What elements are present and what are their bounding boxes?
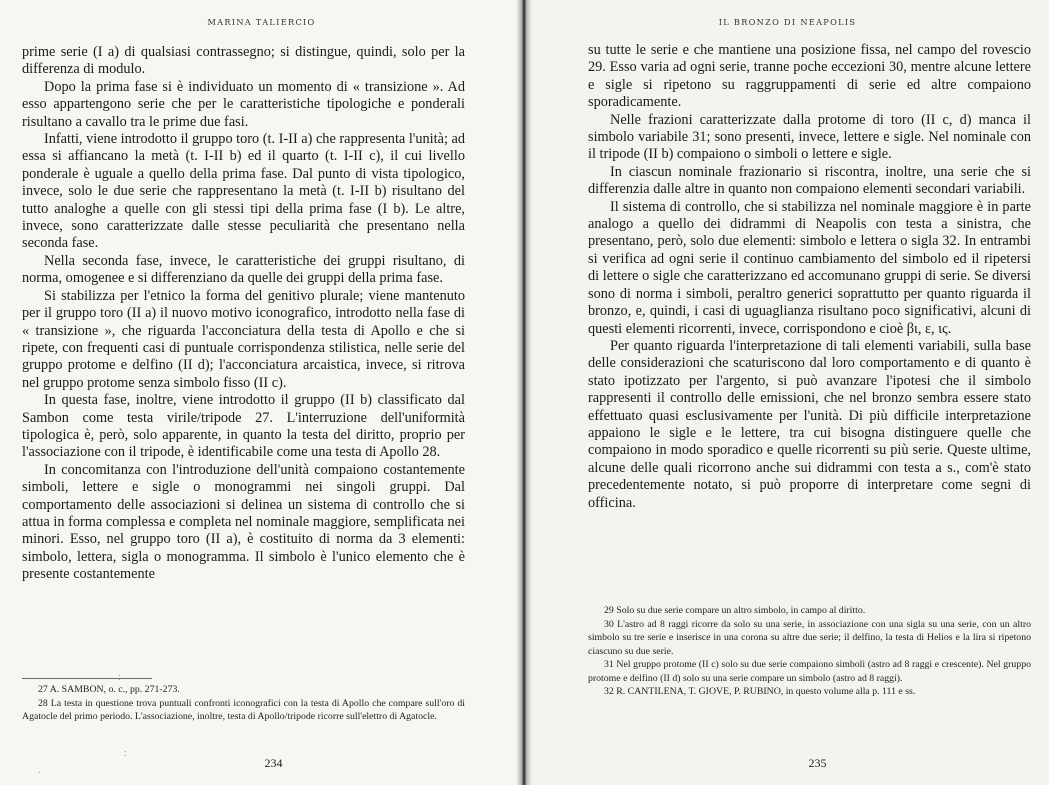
- show-through-mark: :: [118, 672, 121, 683]
- footnote: 29 Solo su due serie compare un altro simbolo, in campo al diritto.: [604, 605, 866, 616]
- footnote-rule: [22, 678, 152, 679]
- footnote: 27 A. SAMBON, o. c., pp. 271-273.: [38, 684, 180, 695]
- footnote: 32 R. CANTILENA, T. GIOVE, P. RUBINO, in questo volume alla p. 111 e ss.: [604, 686, 916, 697]
- paragraph: In questa fase, inoltre, viene introdotto il gruppo (II b) classificato dal Sambon come testa virile/tripode 27. L'interruzione dell'uniformità tipologica è, però, solo apparente, in quanto la testa del diritto, proprio per l'associazione con il tripode, è identificabile come una testa di Apollo 28.: [22, 392, 465, 461]
- paragraph: Nelle frazioni caratterizzate dalla protome di toro (II c, d) manca il simbolo variabile 31; sono presenti, invece, lettere e sigle. Nel nominale con il tripode (II b) compaiono o simboli o lettere e sigle.: [588, 111, 1031, 163]
- paragraph: In concomitanza con l'introduzione dell'unità compaiono costantemente simboli, lettere e sigle o monogrammi nei singoli gruppi. Dal comportamento delle associazioni si delinea un sistema di controllo che si attua in forma complessa e completa nel nominale maggiore, semplificata nei minori. Esso, nel gruppo toro (II a), è costituito di norma da 3 elementi: simbolo, lettera, sigla o monogramma. Il simbolo è l'unico elemento che è presente costantemente: [22, 461, 465, 583]
- paragraph: su tutte le serie e che mantiene una posizione fissa, nel campo del rovescio 29. Esso varia ad ogni serie, tranne poche eccezioni 30, mentre alcune lettere e sigle si ripetono su raggruppamenti di serie ed altre compaiono sporadicamente.: [588, 42, 1031, 111]
- right-page: [526, 0, 1049, 785]
- page-number-left: 234: [264, 756, 283, 770]
- footnote: 28 La testa in questione trova puntuali confronti iconografici con la testa di Apollo che compare sull'oro di Agatocle del primo periodo. L'associazione, inoltre, testa di Apollo/tripode ricorre sull'elettro di Agatocle.: [22, 697, 465, 722]
- paragraph: Si stabilizza per l'etnico la forma del genitivo plurale; viene mantenuto per il gruppo toro (II a) il nuovo motivo iconografico, introdotto nella fase di « transizione », che riguarda l'acconciatura della testa di Apollo e che si ripete, con frequenti casi di puntuale corrispondenza stilistica, nelle serie del gruppo protome e delfino (II d); l'acconciatura arcaistica, invece, si ritrova nel gruppo protome senza simbolo fisso (II c).: [22, 287, 465, 391]
- left-body-text: [22, 44, 465, 584]
- right-footnotes: [588, 604, 1031, 699]
- footnote: 30 L'astro ad 8 raggi ricorre da solo su una serie, in associazione con una sigla su una serie, con un altro simbolo su tre serie e inserisce in una corona su altre due serie; il delfino, la testa di Helios e la lira si ripetono ciascuno su due serie.: [588, 618, 1031, 657]
- paragraph: In ciascun nominale frazionario si riscontra, inoltre, una serie che si differenzia dalle altre in quanto non compaiono elementi secondari variabili.: [588, 163, 1031, 198]
- paragraph: prime serie (I a) di qualsiasi contrassegno; si distingue, quindi, solo per la differenza di modulo.: [22, 44, 465, 78]
- running-head-left: MARINA TALIERCIO: [207, 17, 316, 27]
- show-through-mark: .: [38, 765, 41, 776]
- paragraph: Dopo la prima fase si è individuato un momento di « transizione ». Ad esso appartengono serie che per le caratteristiche tipologiche e ponderali risultano a cavallo tra le prime due fasi.: [22, 78, 465, 130]
- footnote: 31 Nel gruppo protome (II c) solo su due serie compaiono simboli (astro ad 8 raggi e crescente). Nel gruppo protome e delfino (II d) solo su una serie compare un simbolo (astro ad 8 raggi).: [588, 659, 1031, 684]
- left-page: [0, 0, 523, 785]
- paragraph: Infatti, viene introdotto il gruppo toro (t. I-II a) che rappresenta l'unità; ad essa si affiancano la metà (t. I-II b) ed il quarto (t. I-II c), il cui livello ponderale è uguale a quello della prima fase. Dal punto di vista tipologico, invece, solo le due serie che rappresentano la metà (t. I-II b) risultano del tutto analoghe a quelle con gli stessi tipi della prima fase (I b). Le altre, invece, sono caratterizzate dalle stesse peculiarità che presentano nella seconda fase.: [22, 131, 466, 252]
- right-body-text: [588, 42, 1031, 512]
- show-through-mark: :: [124, 748, 127, 759]
- paragraph: Nella seconda fase, invece, le caratteristiche dei gruppi risultano, di norma, omogenee e si differenziano da quelle dei gruppi della prima fase.: [22, 252, 465, 287]
- paragraph: Per quanto riguarda l'interpretazione di tali elementi variabili, sulla base delle considerazioni che scaturiscono dal loro comportamento e di quanto è stato ipotizzato per l'argento, si può avanzare l'ipotesi che il simbolo rappresenti il controllo delle emissioni, che nel bronzo sembra essere stato effettuato quasi esclusivamente per l'unità. Di più difficile interpretazione appaiono le sigle e le lettere, tra cui bisogna distinguere quelle che compaiono in modo sporadico e quelle ricorrenti su più serie. Queste ultime, alcune delle quali ricorrono anche sui didrammi con testa a s., com'è stato precedentemente notato, si può proporre di interpretare come segni di officina.: [588, 337, 1031, 511]
- paragraph: Il sistema di controllo, che si stabilizza nel nominale maggiore è in parte analogo a quello dei didrammi di Neapolis con testa a sinistra, che presentano, però, solo due elementi: simbolo e lettera o sigla 32. In entrambi si verifica ad ogni serie il continuo cambiamento del simbolo ed il ripetersi di lettere o sigle che caratterizzano ed accomunano gruppi di serie. Se diversi sono di norma i simboli, peraltro generici soprattutto per quanto riguarda il bronzo, e, quindi, i casi di uguaglianza risultano poco significativi, alcuni di questi elementi ricorrenti, invece, corrispondono e cioè βι, ε, ις.: [588, 198, 1031, 337]
- page-number-right: 235: [808, 756, 827, 770]
- running-head-right: IL BRONZO DI NEAPOLIS: [718, 17, 857, 27]
- book-gutter-shadow: [516, 0, 532, 785]
- left-footnotes: [22, 683, 465, 724]
